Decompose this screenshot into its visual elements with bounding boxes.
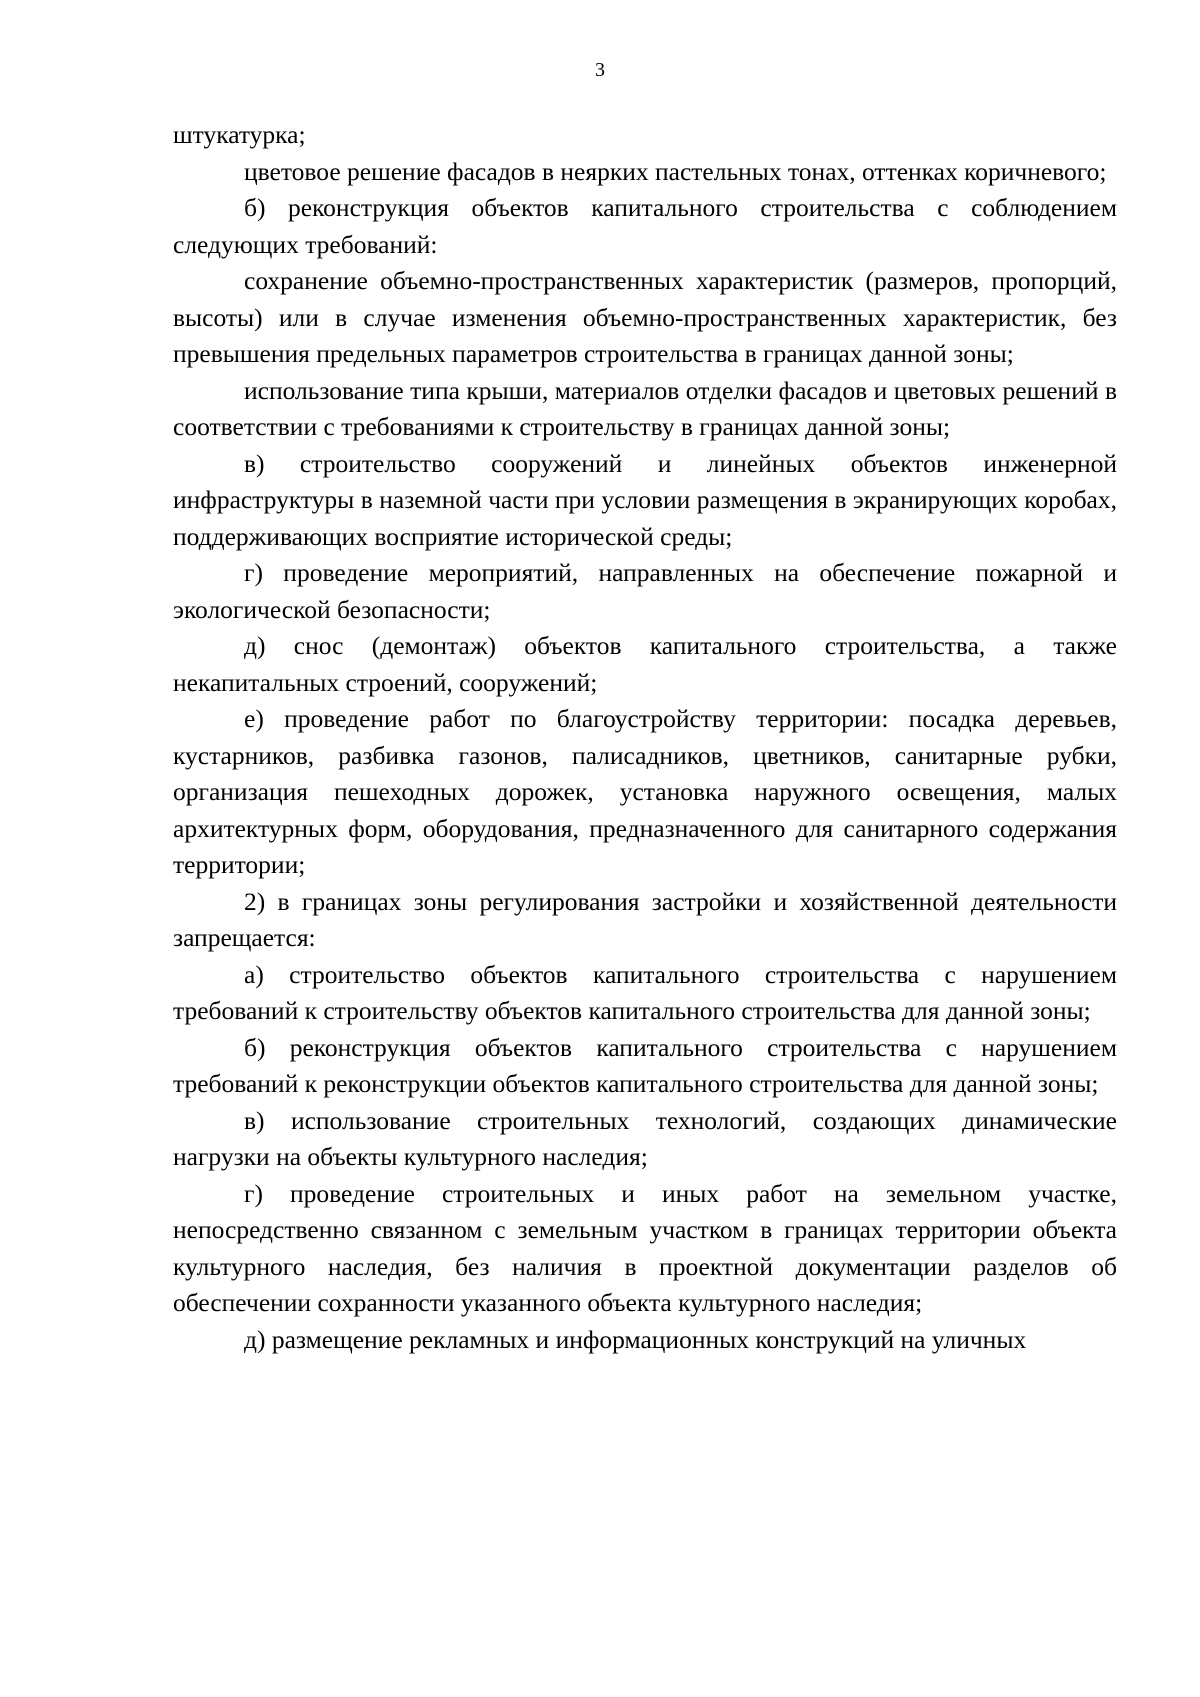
paragraph-5: использование типа крыши, материалов отделки фасадов и цветовых решений в соответствии с требованиями к строительству в границах данной зоны; xyxy=(173,375,1117,441)
paragraph-12: б) реконструкция объектов капитального строительства с нарушением требований к реконструкции объектов капитального строительства для данной зоны; xyxy=(173,1032,1117,1098)
document-body xyxy=(173,117,1117,1358)
paragraph-6: в) строительство сооружений и линейных объектов инженерной инфраструктуры в наземной части при условии размещения в экранирующих коробах, поддерживающих восприятие исторической среды; xyxy=(173,448,1117,551)
page-number: 3 xyxy=(595,59,605,81)
paragraph-9: е) проведение работ по благоустройству территории: посадка деревьев, кустарников, разбивка газонов, палисадников, цветников, санитарные рубки, организация пешеходных дорожек, установка наружного освещения, малых архитектурных форм, оборудования, предназначенного для санитарного содержания территории; xyxy=(173,704,1117,879)
paragraph-4: сохранение объемно-пространственных характеристик (размеров, пропорций, высоты) или в случае изменения объемно-пространственных характеристик, без превышения предельных параметров строительства в границах данной зоны; xyxy=(173,266,1117,368)
paragraph-15: д) размещение рекламных и информационных конструкций на уличных xyxy=(244,1324,1027,1354)
paragraph-7: г) проведение мероприятий, направленных на обеспечение пожарной и экологической безопасности; xyxy=(173,558,1117,624)
paragraph-1: штукатурка; xyxy=(173,120,306,149)
paragraph-3: б) реконструкция объектов капитального строительства с соблюдением следующих требований: xyxy=(173,193,1117,259)
paragraph-11: а) строительство объектов капитального строительства с нарушением требований к строительству объектов капитального строительства для данной зоны; xyxy=(173,959,1117,1025)
paragraph-14: г) проведение строительных и иных работ на земельном участке, непосредственно связанном с земельным участком в границах территории объекта культурного наследия, без наличия в проектной документации разделов об обеспечении сохранности указанного объекта культурного наследия; xyxy=(173,1178,1117,1317)
paragraph-13: в) использование строительных технологий, создающих динамические нагрузки на объекты культурного наследия; xyxy=(173,1105,1117,1171)
paragraph-10: 2) в границах зоны регулирования застройки и хозяйственной деятельности запрещается: xyxy=(173,886,1117,952)
paragraph-8: д) снос (демонтаж) объектов капитального строительства, а также некапитальных строений, сооружений; xyxy=(173,631,1117,697)
paragraph-2: цветовое решение фасадов в неярких пастельных тонах, оттенках коричневого; xyxy=(244,156,1107,186)
